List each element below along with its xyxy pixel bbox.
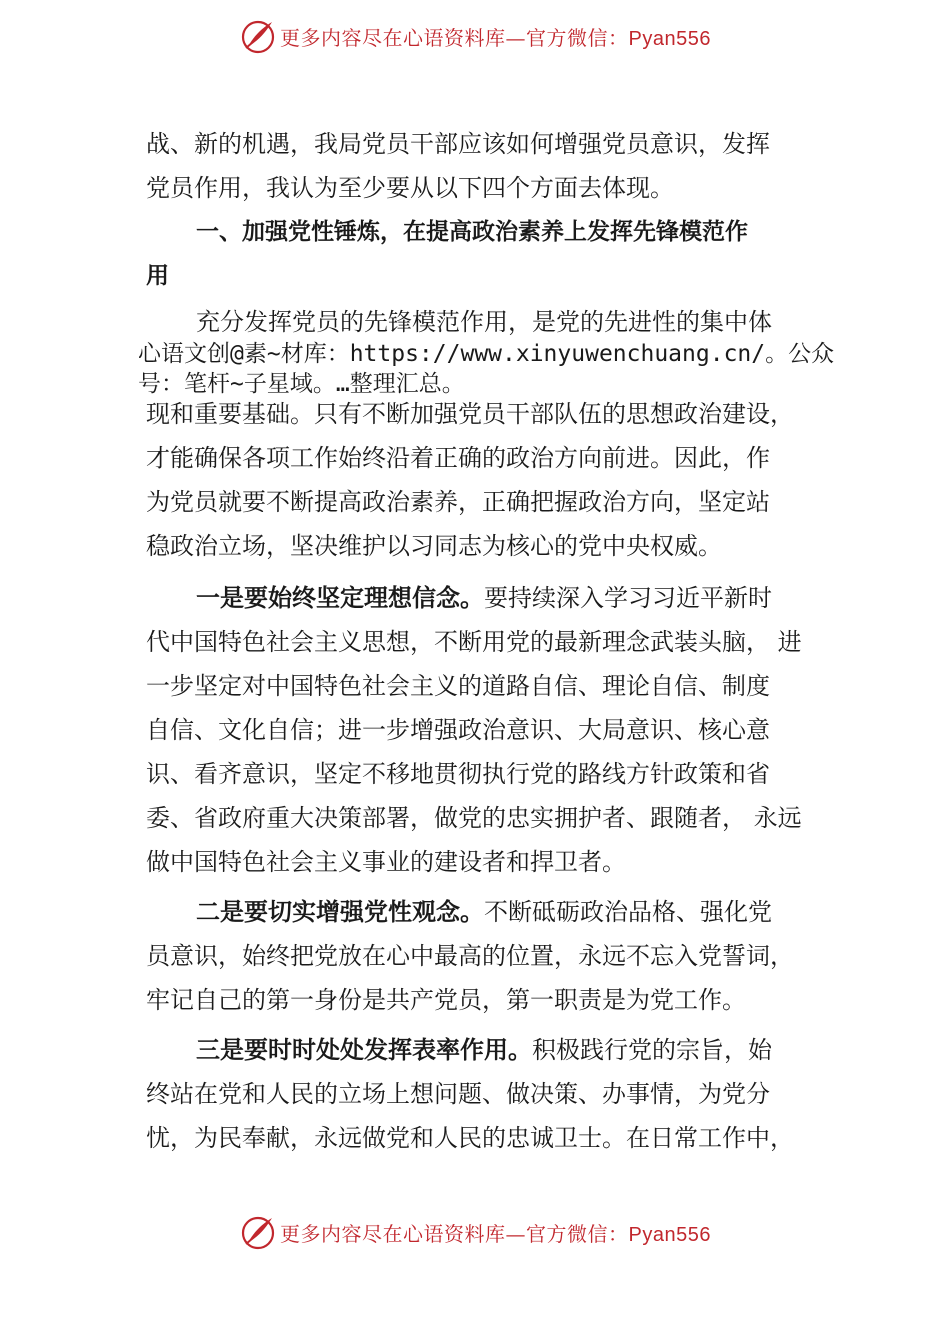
watermark-line: 号：笔杆~子星域。…整理汇总。 xyxy=(138,371,465,397)
paragraph-lead: 三是要时时处处发挥表率作用。 xyxy=(196,1036,532,1064)
text-line: 现和重要基础。只有不断加强党员干部队伍的思想政治建设， xyxy=(146,400,794,428)
text-line: 终站在党和人民的立场上想问题、做决策、办事情，为党分 xyxy=(146,1080,770,1108)
text-line: 牢记自己的第一身份是共产党员，第一职责是为党工作。 xyxy=(146,986,746,1014)
text-line: 代中国特色社会主义思想，不断用党的最新理念武装头脑， 进 xyxy=(146,628,802,656)
intro-paragraph xyxy=(146,122,826,210)
text-line: 委、省政府重大决策部署，做党的忠实拥护者、跟随者， 永远 xyxy=(146,804,802,832)
banner-official-label: 官方微信： xyxy=(526,1222,629,1246)
quill-logo-icon xyxy=(240,18,276,54)
banner-wechat-id: Pyan556 xyxy=(628,28,711,50)
watermark-line: 心语文创@素~材库：https://www.xinyuwenchuang.cn/。公众 xyxy=(138,341,835,367)
text-line: 才能确保各项工作始终沿着正确的政治方向前进。因此，作 xyxy=(146,444,770,472)
text-line: 充分发挥党员的先锋模范作用，是党的先进性的集中体 xyxy=(196,308,772,336)
text-line: 识、看齐意识，坚定不移地贯彻执行党的路线方针政策和省 xyxy=(146,760,770,788)
text-line: 忧，为民奉献，永远做党和人民的忠诚卫士。在日常工作中， xyxy=(146,1124,794,1152)
banner-wechat-id: Pyan556 xyxy=(628,1224,711,1246)
banner-separator: — xyxy=(505,26,526,50)
paragraph-lead: 一是要始终坚定理想信念。 xyxy=(196,584,484,612)
text-line: 自信、文化自信；进一步增强政治意识、大局意识、核心意 xyxy=(146,716,770,744)
paragraph-1-start xyxy=(146,300,826,344)
paragraph-2 xyxy=(146,576,826,884)
paragraph-lead: 二是要切实增强党性观念。 xyxy=(196,898,484,926)
text-line: 为党员就要不断提高政治素养，正确把握政治方向，坚定站 xyxy=(146,488,770,516)
text-line: 战、新的机遇，我局党员干部应该如何增强党员意识，发挥 xyxy=(146,130,770,158)
section-heading-1 xyxy=(146,210,826,298)
header-banner xyxy=(0,16,950,56)
quill-logo-icon xyxy=(240,1214,276,1250)
paragraph-first-text: 要持续深入学习习近平新时 xyxy=(484,584,772,612)
text-line: 做中国特色社会主义事业的建设者和捍卫者。 xyxy=(146,848,626,876)
banner-text xyxy=(280,1218,711,1247)
banner-official-label: 官方微信： xyxy=(526,26,629,50)
paragraph-first-line xyxy=(146,890,826,934)
paragraph-first-text: 不断砥砺政治品格、强化党 xyxy=(484,898,772,926)
banner-slogan: 更多内容尽在心语资料库 xyxy=(280,26,506,50)
banner-separator: — xyxy=(505,1222,526,1246)
heading-line: 用 xyxy=(146,263,169,289)
paragraph-3 xyxy=(146,890,826,1022)
banner-slogan: 更多内容尽在心语资料库 xyxy=(280,1222,506,1246)
text-line: 员意识，始终把党放在心中最高的位置，永远不忘入党誓词， xyxy=(146,942,794,970)
watermark-text xyxy=(138,339,834,399)
paragraph-4 xyxy=(146,1028,826,1160)
banner-text xyxy=(280,22,711,51)
paragraph-first-text: 积极践行党的宗旨，始 xyxy=(532,1036,772,1064)
footer-banner xyxy=(0,1212,950,1252)
text-line: 党员作用，我认为至少要从以下四个方面去体现。 xyxy=(146,174,674,202)
text-line: 一步坚定对中国特色社会主义的道路自信、理论自信、制度 xyxy=(146,672,770,700)
text-line: 稳政治立场，坚决维护以习同志为核心的党中央权威。 xyxy=(146,532,722,560)
paragraph-first-line xyxy=(146,576,826,620)
paragraph-first-line xyxy=(146,1028,826,1072)
paragraph-1-body xyxy=(146,392,826,568)
heading-line: 一、加强党性锤炼，在提高政治素养上发挥先锋模范作 xyxy=(196,219,748,245)
